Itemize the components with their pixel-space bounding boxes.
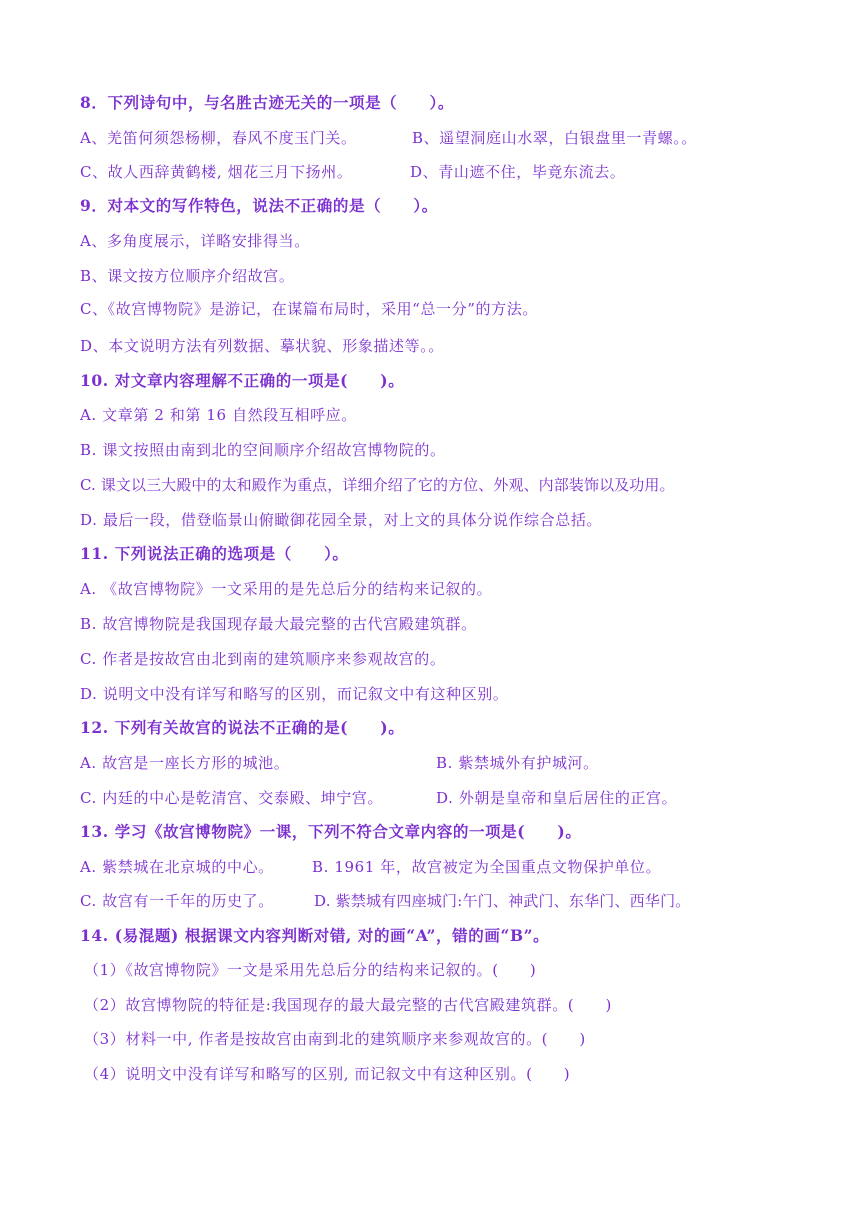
- question-13-title: 13. 学习《故宫博物院》一课，下列不符合文章内容的一项是( )。: [80, 822, 582, 841]
- question-9-option-b: B、课文按方位顺序介绍故宫。: [80, 267, 295, 285]
- judgment-item: （3）材料一中, 作者是按故宫由南到北的建筑顺序来参观故宫的。( ): [84, 1030, 586, 1048]
- question-10-option-b: B. 课文按照由南到北的空间顺序介绍故宫博物院的。: [80, 441, 446, 459]
- question-8-title: 8．下列诗句中，与名胜古迹无关的一项是（ ）。: [80, 93, 454, 112]
- option-b: B. 紫禁城外有护城河。: [436, 754, 599, 772]
- question-8-options-row-2: [80, 162, 840, 182]
- option-b: B. 1961 年，故宫被定为全国重点文物保护单位。: [312, 858, 662, 876]
- question-10-option-d: D. 最后一段，借登临景山俯瞰御花园全景，对上文的具体分说作综合总括。: [80, 511, 603, 529]
- question-9-option-c: C、《故宫博物院》是游记，在谋篇布局时，采用“总一分”的方法。: [80, 300, 538, 318]
- question-13-options-row-2: [80, 891, 840, 911]
- question-14-title: 14. (易混题) 根据课文内容判断对错, 对的画“A”，错的画“B”。: [80, 926, 550, 945]
- option-d: D、青山遮不住，毕竟东流去。: [410, 163, 626, 181]
- question-12-options-row-2: [80, 788, 840, 808]
- option-a: A、羌笛何须怨杨柳，春风不度玉门关。: [80, 129, 357, 147]
- question-11-option-b: B. 故宫博物院是我国现存最大最完整的古代宫殿建筑群。: [80, 615, 477, 633]
- question-12-options-row-1: [80, 753, 840, 773]
- option-a: A. 紫禁城在北京城的中心。: [80, 858, 274, 876]
- question-13-options-row-1: [80, 857, 840, 877]
- option-c: C. 故宫有一千年的历史了。: [80, 892, 274, 910]
- judgment-item: （4）说明文中没有详写和略写的区别, 而记叙文中有这种区别。( ): [84, 1065, 571, 1083]
- option-a: A. 故宫是一座长方形的城池。: [80, 754, 290, 772]
- question-10-option-c: C. 课文以三大殿中的太和殿作为重点，详细介绍了它的方位、外观、内部装饰以及功用。: [80, 476, 675, 494]
- option-c: C. 内廷的中心是乾清宫、交泰殿、坤宁宫。: [80, 789, 384, 807]
- option-b: B、遥望洞庭山水翠，白银盘里一青螺。。: [412, 129, 697, 147]
- judgment-item: （2）故宫博物院的特征是:我国现存的最大最完整的古代宫殿建筑群。( ): [84, 996, 612, 1014]
- option-d: D. 外朝是皇帝和皇后居住的正宫。: [436, 789, 678, 807]
- question-11-option-c: C. 作者是按故宫由北到南的建筑顺序来参观故宫的。: [80, 650, 446, 668]
- question-11-title: 11. 下列说法正确的选项是（ ）。: [80, 544, 349, 563]
- judgment-item: （1）《故宫博物院》一文是采用先总后分的结构来记叙的。( ): [84, 961, 537, 979]
- question-9-option-a: A、多角度展示，详略安排得当。: [80, 232, 310, 250]
- question-12-title: 12. 下列有关故宫的说法不正确的是( )。: [80, 718, 405, 737]
- option-c: C、故人西辞黄鹤楼, 烟花三月下扬州。: [80, 163, 353, 181]
- question-8-options-row-1: [80, 128, 840, 148]
- question-9-option-d: D、本文说明方法有列数据、摹状貌、形象描述等。。: [80, 337, 444, 355]
- question-9-title: 9．对本文的写作特色，说法不正确的是（ ）。: [80, 196, 438, 215]
- question-10-option-a: A. 文章第 2 和第 16 自然段互相呼应。: [80, 406, 357, 424]
- question-11-option-a: A. 《故宫博物院》一文采用的是先总后分的结构来记叙的。: [80, 580, 493, 598]
- question-11-option-d: D. 说明文中没有详写和略写的区别，而记叙文中有这种区别。: [80, 685, 509, 703]
- question-10-title: 10. 对文章内容理解不正确的一项是( )。: [80, 371, 405, 390]
- option-d: D. 紫禁城有四座城门:午门、神武门、东华门、西华门。: [314, 892, 691, 910]
